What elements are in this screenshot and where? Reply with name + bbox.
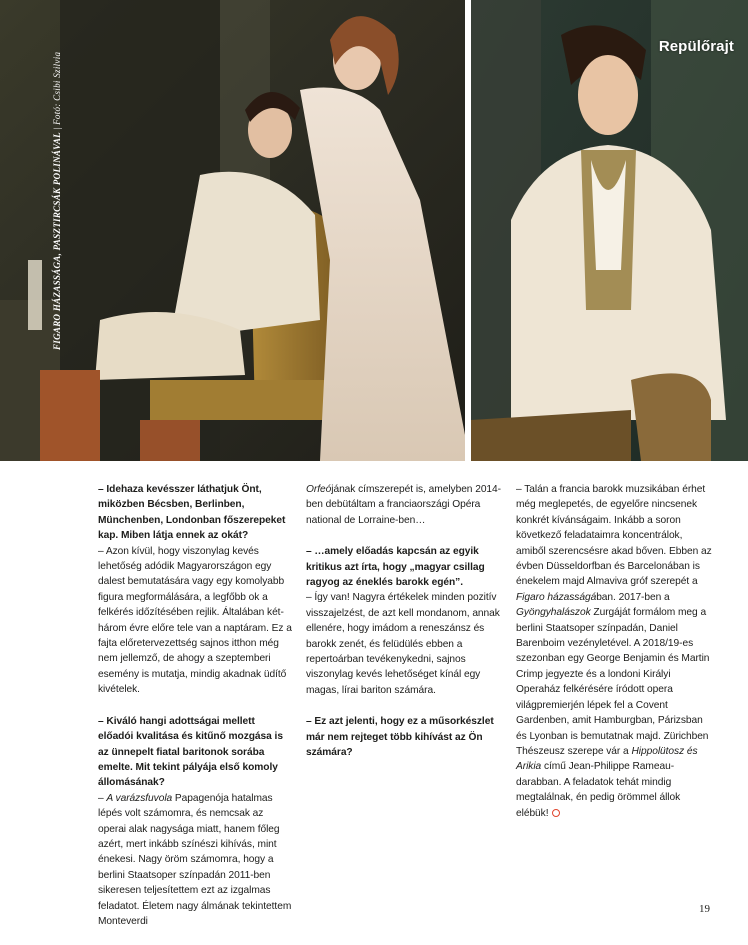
answer-4-title-hippolutosz: Hippolütosz és Arikia: [516, 745, 698, 773]
section-label: Repülőrajt: [658, 38, 734, 55]
answer-4-text-4: című Jean-Philippe Rameau-darabban. A feladatok tehát mindig megtalálnak, én pedig örömmel állok elébük!: [516, 761, 681, 819]
answer-2-text-continued: jának címszerepét is, amelyben 2014-ben debütáltam a franciaországi Opéra national de Lorraine-ben…: [306, 484, 502, 526]
photo-figaro-scene: [0, 0, 465, 461]
answer-4-text-1: – Talán a francia barokk muzsikában érhet még meglepetés, de egyelőre nincsenek konkrét kívánságaim. Inkább a soron következő feladataimra koncentrálok, amiből szerencsésre akad bőven. Ebben az évben Düsseldorfban és Barcelonában is énekelem majd Almaviva gróf szerepét a: [516, 484, 712, 588]
article-column-1: [98, 482, 292, 945]
answer-2-title-orfeo: Orfeó: [306, 484, 332, 495]
photo-caption-separator: |: [52, 124, 62, 133]
answer-4-text-2: ban. 2017-ben a: [596, 591, 670, 603]
answer-3: – Így van! Nagyra értékelek minden pozitív visszajelzést, de azt kell mondanom, annak ellenére, hogy imádom a reneszánsz és barokk zenét, és felüdülés ebben a repertoárban tevékenykedni, sajnos viszonylag kevés lehetőséget kínál egy magas, lírai bariton számára.: [306, 592, 500, 696]
answer-4-title-figaro: Figaro házasságá: [516, 591, 597, 603]
article-column-2: [306, 482, 502, 777]
answer-2: – A varázsfuvola Papagenója hatalmas lépés volt számomra, és nemcsak az operai alak nagysága miatt, hanem főleg azért, mert inkább színészi kihívás, mint énekesi. Nagy öröm számomra, hogy a berlini Staatsoper színpadán 2011-ben sikeresen teljesítettem ezt az izgalmas feladatot. Életem nagy álmának tekintettem Monteverdi: [98, 792, 292, 927]
photo-portrait-image: [471, 0, 748, 461]
article-column-3: [516, 482, 712, 837]
page-number: 19: [699, 903, 710, 915]
answer-2-text: Papagenója hatalmas lépés volt számomra, és nemcsak az operai alak nagysága miatt, hanem főleg azért, mert inkább színészi kihívás, mint énekesi. Nagy öröm számomra, hogy a berlini Staatsoper színpadán 2011-ben sikeresen teljesítettem ezt az izgalmas feladatot. Életem nagy álmának tekintettem Monteverdi: [98, 792, 292, 927]
end-of-article-icon: [552, 809, 560, 817]
answer-4-title-gyongyhalaszok: Gyöngyhalászok: [516, 607, 591, 619]
answer-1: [98, 544, 292, 698]
answer-2-title-varazsfuvola: A varázsfuvola: [106, 792, 173, 804]
photo-caption: [52, 52, 62, 350]
question-3: – …amely előadás kapcsán az egyik kritikus azt írta, hogy „magyar csillag ragyog az éneklés barokk egén”.: [306, 546, 485, 589]
question-1: – Idehaza kevésszer láthatjuk Önt, miközben Bécsben, Berlinben, Münchenben, Londonban főszerepeket kap. Miben látja ennek az okát?: [98, 484, 286, 542]
photo-portrait: [471, 0, 748, 461]
photo-figaro-scene-image: [0, 0, 465, 461]
question-2: – Kiváló hangi adottságai mellett előadói kvalitása és kitűnő mozgása is az ünnepelt fiatal baritonok sorába emelte. Mit tekint pályája első komoly állomásának?: [98, 715, 283, 789]
photo-credit: Fotó: Csibi Szilvia: [52, 51, 62, 125]
answer-1-text: – Azon kívül, hogy viszonylag kevés lehetőség adódik Magyarországon egy dalest bemutatására vagy egy komolyabb figura megformálására, a legfőbb ok a felkérés időzítésében rejlik. Általában két-három évre előre tele van a naptáram. Ez a fajta előretervezettség sajnos itthon még nem jellemző, de ahogy a szeptemberi esemény is mutatja, mindig akadnak üdítő kivételek.: [98, 545, 292, 696]
answer-4-text-3: Zurgáját formálom meg a berlini Staatsoper színpadán, Daniel Barenboim vezényletével. A 2018/19-es szezonban egy George Benjamin és Martin Crimp jegyezte és a londoni Királyi Operaház felkérésére íródott opera világpremierjén lépek fel a Covent Gardenben, amit Hamburgban, Párizsban és Lyonban is bemutatnak majd. Zürichben Thészeusz szerepe vár a: [516, 607, 710, 757]
answer-2-continued: [306, 482, 502, 528]
answer-4: [516, 482, 712, 821]
question-4: – Ez azt jelenti, hogy ez a műsorkészlet már nem rejteget több kihívást az Ön számára?: [306, 716, 494, 759]
photo-caption-title: FIGARO HÁZASSÁGA, PASZTIRCSÁK POLINÁVAL: [52, 132, 62, 350]
